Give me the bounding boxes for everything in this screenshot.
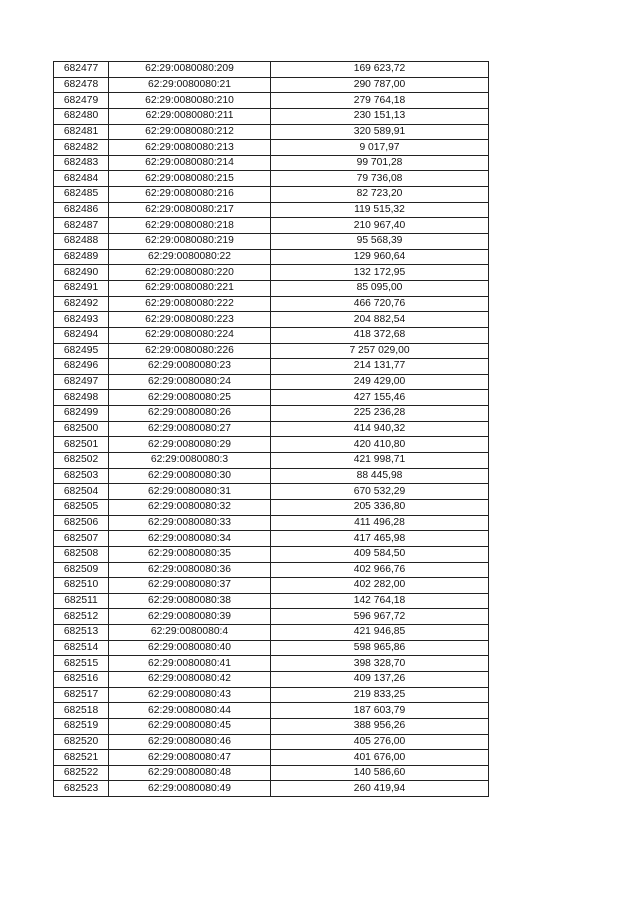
- cadastral-number-cell: 62:29:0080080:47: [109, 750, 271, 766]
- row-number-cell: 682522: [54, 765, 109, 781]
- cadastral-number-cell: 62:29:0080080:33: [109, 515, 271, 531]
- row-number-cell: 682508: [54, 546, 109, 562]
- row-number-cell: 682499: [54, 406, 109, 422]
- value-cell: 596 967,72: [271, 609, 489, 625]
- row-number-cell: 682497: [54, 374, 109, 390]
- table-row: [54, 546, 489, 562]
- cadastral-number-cell: 62:29:0080080:22: [109, 249, 271, 265]
- cadastral-number-cell: 62:29:0080080:26: [109, 406, 271, 422]
- table-row: [54, 171, 489, 187]
- cadastral-number-cell: 62:29:0080080:39: [109, 609, 271, 625]
- cadastral-number-cell: 62:29:0080080:224: [109, 327, 271, 343]
- value-cell: 670 532,29: [271, 484, 489, 500]
- table-row: [54, 108, 489, 124]
- cadastral-number-cell: 62:29:0080080:41: [109, 656, 271, 672]
- row-number-cell: 682518: [54, 703, 109, 719]
- cadastral-number-cell: 62:29:0080080:209: [109, 62, 271, 78]
- table-row: [54, 671, 489, 687]
- cadastral-number-cell: 62:29:0080080:27: [109, 421, 271, 437]
- cadastral-number-cell: 62:29:0080080:34: [109, 531, 271, 547]
- table-row: [54, 531, 489, 547]
- table-row: [54, 625, 489, 641]
- value-cell: 95 568,39: [271, 234, 489, 250]
- row-number-cell: 682484: [54, 171, 109, 187]
- value-cell: 414 940,32: [271, 421, 489, 437]
- row-number-cell: 682482: [54, 140, 109, 156]
- table-body: [54, 62, 489, 797]
- cadastral-number-cell: 62:29:0080080:210: [109, 93, 271, 109]
- value-cell: 187 603,79: [271, 703, 489, 719]
- row-number-cell: 682488: [54, 234, 109, 250]
- table-row: [54, 609, 489, 625]
- value-cell: 132 172,95: [271, 265, 489, 281]
- value-cell: 409 137,26: [271, 671, 489, 687]
- table-row: [54, 515, 489, 531]
- table-row: [54, 593, 489, 609]
- table-row: [54, 296, 489, 312]
- cadastral-number-cell: 62:29:0080080:23: [109, 359, 271, 375]
- table-row: [54, 640, 489, 656]
- value-cell: 140 586,60: [271, 765, 489, 781]
- table-row: [54, 249, 489, 265]
- table-row: [54, 421, 489, 437]
- table-row: [54, 140, 489, 156]
- value-cell: 260 419,94: [271, 781, 489, 797]
- table-row: [54, 280, 489, 296]
- cadastral-number-cell: 62:29:0080080:3: [109, 453, 271, 469]
- row-number-cell: 682507: [54, 531, 109, 547]
- table-row: [54, 218, 489, 234]
- table-row: [54, 656, 489, 672]
- row-number-cell: 682502: [54, 453, 109, 469]
- value-cell: 388 956,26: [271, 718, 489, 734]
- row-number-cell: 682477: [54, 62, 109, 78]
- cadastral-number-cell: 62:29:0080080:43: [109, 687, 271, 703]
- row-number-cell: 682500: [54, 421, 109, 437]
- cadastral-number-cell: 62:29:0080080:46: [109, 734, 271, 750]
- table-row: [54, 718, 489, 734]
- value-cell: 169 623,72: [271, 62, 489, 78]
- table-row: [54, 734, 489, 750]
- table-row: [54, 765, 489, 781]
- row-number-cell: 682479: [54, 93, 109, 109]
- value-cell: 214 131,77: [271, 359, 489, 375]
- cadastral-number-cell: 62:29:0080080:31: [109, 484, 271, 500]
- value-cell: 79 736,08: [271, 171, 489, 187]
- cadastral-number-cell: 62:29:0080080:30: [109, 468, 271, 484]
- value-cell: 119 515,32: [271, 202, 489, 218]
- value-cell: 204 882,54: [271, 312, 489, 328]
- row-number-cell: 682490: [54, 265, 109, 281]
- cadastral-number-cell: 62:29:0080080:211: [109, 108, 271, 124]
- table-row: [54, 578, 489, 594]
- value-cell: 411 496,28: [271, 515, 489, 531]
- row-number-cell: 682521: [54, 750, 109, 766]
- value-cell: 85 095,00: [271, 280, 489, 296]
- value-cell: 7 257 029,00: [271, 343, 489, 359]
- table-row: [54, 499, 489, 515]
- cadastral-number-cell: 62:29:0080080:218: [109, 218, 271, 234]
- value-cell: 9 017,97: [271, 140, 489, 156]
- row-number-cell: 682491: [54, 280, 109, 296]
- row-number-cell: 682514: [54, 640, 109, 656]
- row-number-cell: 682505: [54, 499, 109, 515]
- table-row: [54, 453, 489, 469]
- value-cell: 418 372,68: [271, 327, 489, 343]
- table-row: [54, 93, 489, 109]
- row-number-cell: 682520: [54, 734, 109, 750]
- value-cell: 421 998,71: [271, 453, 489, 469]
- cadastral-number-cell: 62:29:0080080:36: [109, 562, 271, 578]
- row-number-cell: 682517: [54, 687, 109, 703]
- table-row: [54, 468, 489, 484]
- cadastral-number-cell: 62:29:0080080:219: [109, 234, 271, 250]
- value-cell: 99 701,28: [271, 155, 489, 171]
- table-row: [54, 390, 489, 406]
- cadastral-number-cell: 62:29:0080080:220: [109, 265, 271, 281]
- row-number-cell: 682511: [54, 593, 109, 609]
- value-cell: 142 764,18: [271, 593, 489, 609]
- cadastral-number-cell: 62:29:0080080:32: [109, 499, 271, 515]
- row-number-cell: 682515: [54, 656, 109, 672]
- row-number-cell: 682512: [54, 609, 109, 625]
- value-cell: 421 946,85: [271, 625, 489, 641]
- table-row: [54, 406, 489, 422]
- cadastral-number-cell: 62:29:0080080:216: [109, 187, 271, 203]
- cadastral-number-cell: 62:29:0080080:213: [109, 140, 271, 156]
- table-row: [54, 265, 489, 281]
- table-row: [54, 327, 489, 343]
- value-cell: 205 336,80: [271, 499, 489, 515]
- value-cell: 219 833,25: [271, 687, 489, 703]
- cadastral-number-cell: 62:29:0080080:212: [109, 124, 271, 140]
- row-number-cell: 682503: [54, 468, 109, 484]
- cadastral-number-cell: 62:29:0080080:42: [109, 671, 271, 687]
- cadastral-number-cell: 62:29:0080080:223: [109, 312, 271, 328]
- value-cell: 279 764,18: [271, 93, 489, 109]
- row-number-cell: 682496: [54, 359, 109, 375]
- row-number-cell: 682480: [54, 108, 109, 124]
- value-cell: 405 276,00: [271, 734, 489, 750]
- value-cell: 417 465,98: [271, 531, 489, 547]
- row-number-cell: 682489: [54, 249, 109, 265]
- cadastral-number-cell: 62:29:0080080:44: [109, 703, 271, 719]
- cadastral-number-cell: 62:29:0080080:217: [109, 202, 271, 218]
- value-cell: 230 151,13: [271, 108, 489, 124]
- row-number-cell: 682493: [54, 312, 109, 328]
- value-cell: 427 155,46: [271, 390, 489, 406]
- table-row: [54, 312, 489, 328]
- value-cell: 249 429,00: [271, 374, 489, 390]
- table-row: [54, 62, 489, 78]
- table-row: [54, 374, 489, 390]
- row-number-cell: 682504: [54, 484, 109, 500]
- cadastral-number-cell: 62:29:0080080:25: [109, 390, 271, 406]
- row-number-cell: 682494: [54, 327, 109, 343]
- table-row: [54, 124, 489, 140]
- table-row: [54, 202, 489, 218]
- cadastral-number-cell: 62:29:0080080:45: [109, 718, 271, 734]
- row-number-cell: 682485: [54, 187, 109, 203]
- value-cell: 320 589,91: [271, 124, 489, 140]
- cadastral-number-cell: 62:29:0080080:49: [109, 781, 271, 797]
- cadastre-value-table: [53, 61, 489, 797]
- table-row: [54, 687, 489, 703]
- row-number-cell: 682501: [54, 437, 109, 453]
- cadastral-number-cell: 62:29:0080080:4: [109, 625, 271, 641]
- value-cell: 398 328,70: [271, 656, 489, 672]
- row-number-cell: 682516: [54, 671, 109, 687]
- cadastral-number-cell: 62:29:0080080:221: [109, 280, 271, 296]
- table-row: [54, 77, 489, 93]
- table-row: [54, 187, 489, 203]
- row-number-cell: 682510: [54, 578, 109, 594]
- cadastral-number-cell: 62:29:0080080:24: [109, 374, 271, 390]
- cadastral-number-cell: 62:29:0080080:37: [109, 578, 271, 594]
- cadastral-number-cell: 62:29:0080080:29: [109, 437, 271, 453]
- row-number-cell: 682478: [54, 77, 109, 93]
- table-row: [54, 437, 489, 453]
- table-row: [54, 750, 489, 766]
- row-number-cell: 682519: [54, 718, 109, 734]
- value-cell: 129 960,64: [271, 249, 489, 265]
- value-cell: 402 282,00: [271, 578, 489, 594]
- row-number-cell: 682481: [54, 124, 109, 140]
- value-cell: 210 967,40: [271, 218, 489, 234]
- cadastral-number-cell: 62:29:0080080:48: [109, 765, 271, 781]
- table-row: [54, 484, 489, 500]
- row-number-cell: 682513: [54, 625, 109, 641]
- table-row: [54, 234, 489, 250]
- value-cell: 598 965,86: [271, 640, 489, 656]
- value-cell: 225 236,28: [271, 406, 489, 422]
- value-cell: 82 723,20: [271, 187, 489, 203]
- value-cell: 290 787,00: [271, 77, 489, 93]
- row-number-cell: 682487: [54, 218, 109, 234]
- table-row: [54, 703, 489, 719]
- table-row: [54, 562, 489, 578]
- table-row: [54, 781, 489, 797]
- table-row: [54, 359, 489, 375]
- row-number-cell: 682506: [54, 515, 109, 531]
- cadastral-number-cell: 62:29:0080080:40: [109, 640, 271, 656]
- row-number-cell: 682486: [54, 202, 109, 218]
- value-cell: 401 676,00: [271, 750, 489, 766]
- row-number-cell: 682523: [54, 781, 109, 797]
- table-row: [54, 155, 489, 171]
- cadastral-number-cell: 62:29:0080080:21: [109, 77, 271, 93]
- cadastral-number-cell: 62:29:0080080:214: [109, 155, 271, 171]
- row-number-cell: 682509: [54, 562, 109, 578]
- table-row: [54, 343, 489, 359]
- row-number-cell: 682498: [54, 390, 109, 406]
- cadastral-number-cell: 62:29:0080080:38: [109, 593, 271, 609]
- value-cell: 88 445,98: [271, 468, 489, 484]
- cadastral-number-cell: 62:29:0080080:35: [109, 546, 271, 562]
- value-cell: 402 966,76: [271, 562, 489, 578]
- cadastral-number-cell: 62:29:0080080:226: [109, 343, 271, 359]
- row-number-cell: 682483: [54, 155, 109, 171]
- value-cell: 409 584,50: [271, 546, 489, 562]
- cadastral-number-cell: 62:29:0080080:215: [109, 171, 271, 187]
- value-cell: 420 410,80: [271, 437, 489, 453]
- row-number-cell: 682492: [54, 296, 109, 312]
- cadastral-number-cell: 62:29:0080080:222: [109, 296, 271, 312]
- value-cell: 466 720,76: [271, 296, 489, 312]
- row-number-cell: 682495: [54, 343, 109, 359]
